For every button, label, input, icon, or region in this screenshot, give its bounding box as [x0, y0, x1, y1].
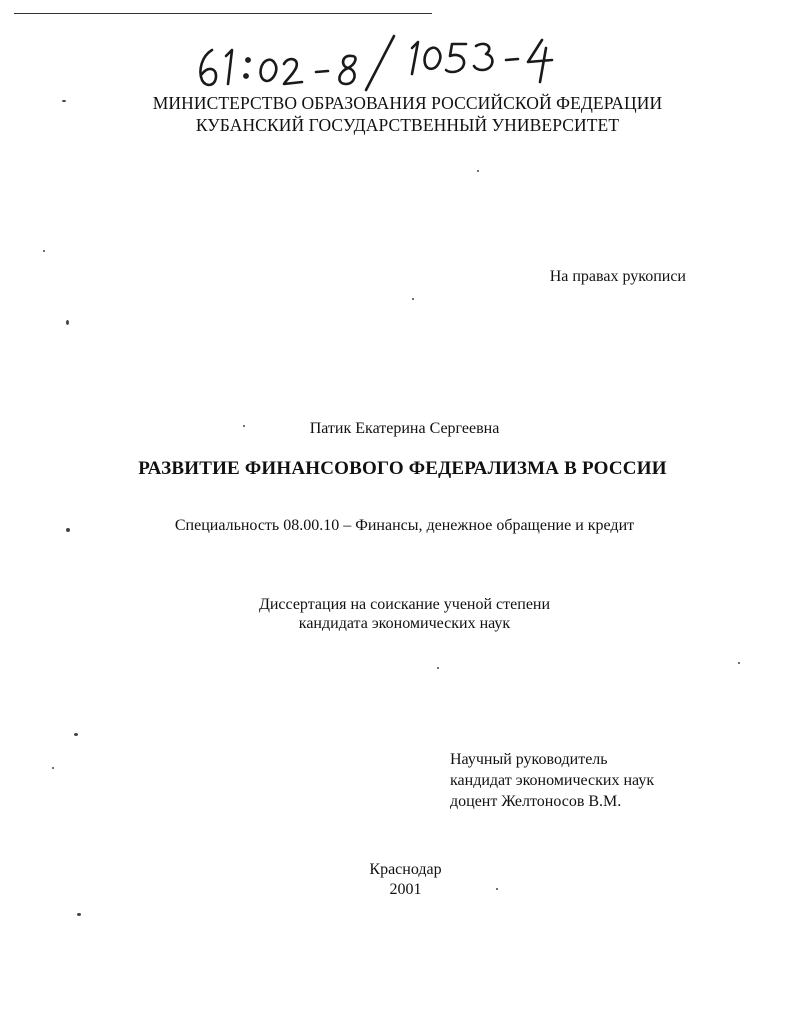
scan-speck	[412, 298, 414, 300]
dissertation-degree	[0, 595, 791, 633]
dissertation-title: РАЗВИТИЕ ФИНАНСОВОГО ФЕДЕРАЛИЗМА В РОССИИ	[138, 458, 667, 479]
scan-speck	[496, 888, 498, 890]
scan-speck	[437, 667, 439, 669]
top-rule	[14, 13, 432, 14]
scan-speck	[62, 100, 66, 102]
scan-speck	[66, 320, 69, 325]
scan-speck	[52, 767, 54, 769]
supervisor-line-2: кандидат экономических наук	[450, 772, 655, 789]
specialty-line: Специальность 08.00.10 – Финансы, денежное обращение и кредит	[174, 517, 635, 534]
supervisor-line-3: доцент Желтоносов В.М.	[450, 793, 622, 810]
rights-note: На правах рукописи	[549, 268, 686, 285]
supervisor-block	[450, 749, 654, 812]
author-name: Патик Екатерина Сергеевна	[309, 420, 500, 437]
scan-speck	[66, 528, 70, 532]
degree-line-2: кандидата экономических наук	[298, 615, 511, 632]
degree-line-1: Диссертация на соискание ученой степени	[258, 596, 551, 613]
scan-speck	[738, 662, 740, 664]
handwritten-archive-number	[190, 30, 580, 92]
city-year-block	[0, 860, 791, 900]
handwritten-number-drawing	[190, 30, 580, 92]
scan-speck	[477, 170, 479, 172]
city-name: Краснодар	[369, 861, 442, 878]
scan-speck	[43, 250, 45, 252]
university-name: КУБАНСКИЙ ГОСУДАРСТВЕННЫЙ УНИВЕРСИТЕТ	[195, 115, 620, 135]
scan-speck	[77, 913, 81, 916]
year: 2001	[389, 881, 422, 898]
scan-speck	[74, 733, 78, 736]
supervisor-line-1: Научный руководитель	[450, 751, 608, 768]
scan-speck	[243, 425, 245, 427]
ministry-name: МИНИСТЕРСТВО ОБРАЗОВАНИЯ РОССИЙСКОЙ ФЕДЕРАЦИИ	[152, 93, 663, 113]
